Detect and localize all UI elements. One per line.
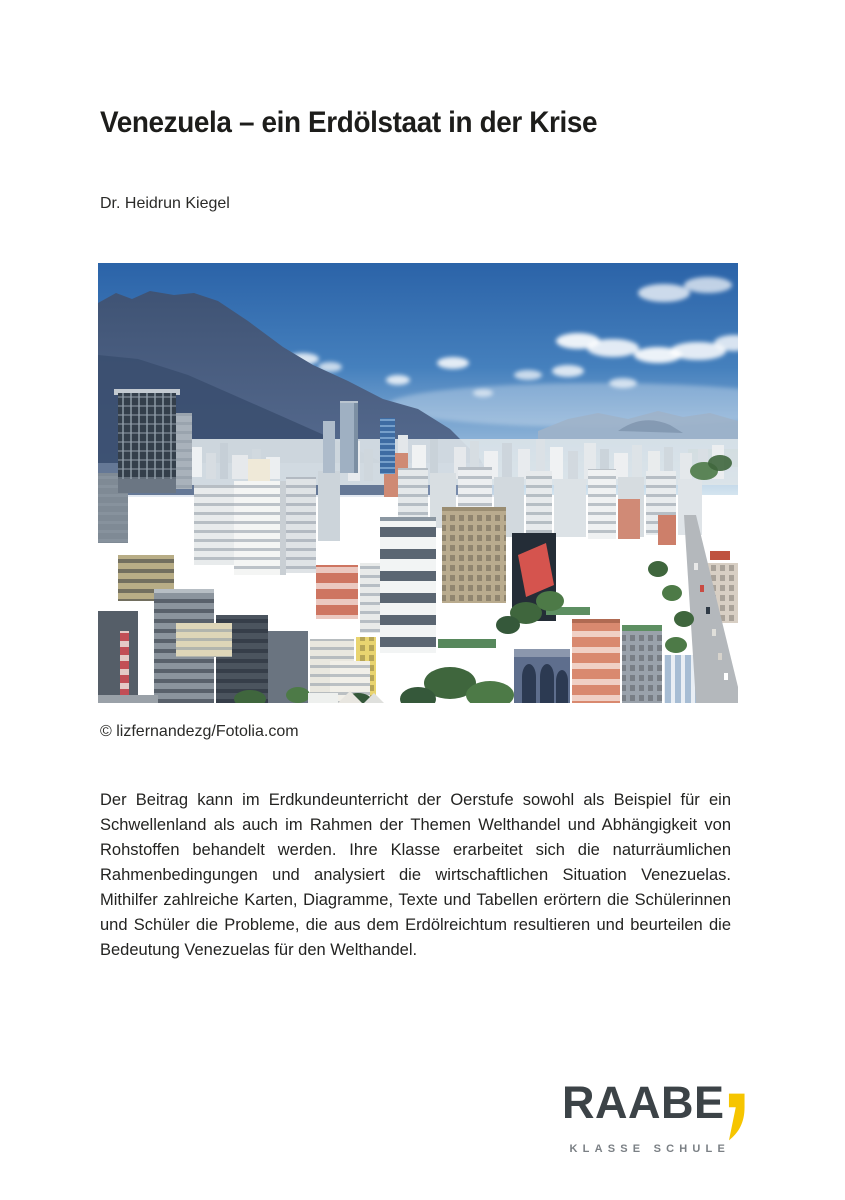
photo-credit: © lizfernandezg/Fotolia.com (100, 723, 299, 740)
logo-comma-icon (727, 1093, 746, 1141)
logo-tagline: KLASSE SCHULE (569, 1143, 730, 1155)
page-title: Venezuela – ein Erdölstaat in der Krise (100, 106, 598, 139)
logo-wordmark-row (562, 1077, 746, 1141)
raabe-logo (562, 1077, 746, 1155)
logo-wordmark: RAABE (562, 1077, 725, 1128)
author-line: Dr. Heidrun Kiegel (100, 195, 230, 212)
intro-paragraph: Der Beitrag kann im Erdkundeunterricht der Oerstufe sowohl als Beispiel für ein Schwellenland als auch im Rahmen der Themen Welthandel und Abhängigkeit von Rohstoffen behandelt werden. Ihre Klasse erarbeitet sich die naturräumlichen Rahmenbedingungen und analysiert die wirtschaftlichen Situation Venezuelas. Mithilfer zahlreiche Karten, Diagramme, Texte und Tabellen erörtern die Schülerinnen und Schüler die Probleme, die aus dem Erdölreichtum resultieren und beurteilen die Bedeutung Venezuelas für den Welthandel. (100, 791, 731, 959)
caracas-cityscape-illustration (98, 263, 738, 703)
hero-photo (98, 263, 738, 703)
